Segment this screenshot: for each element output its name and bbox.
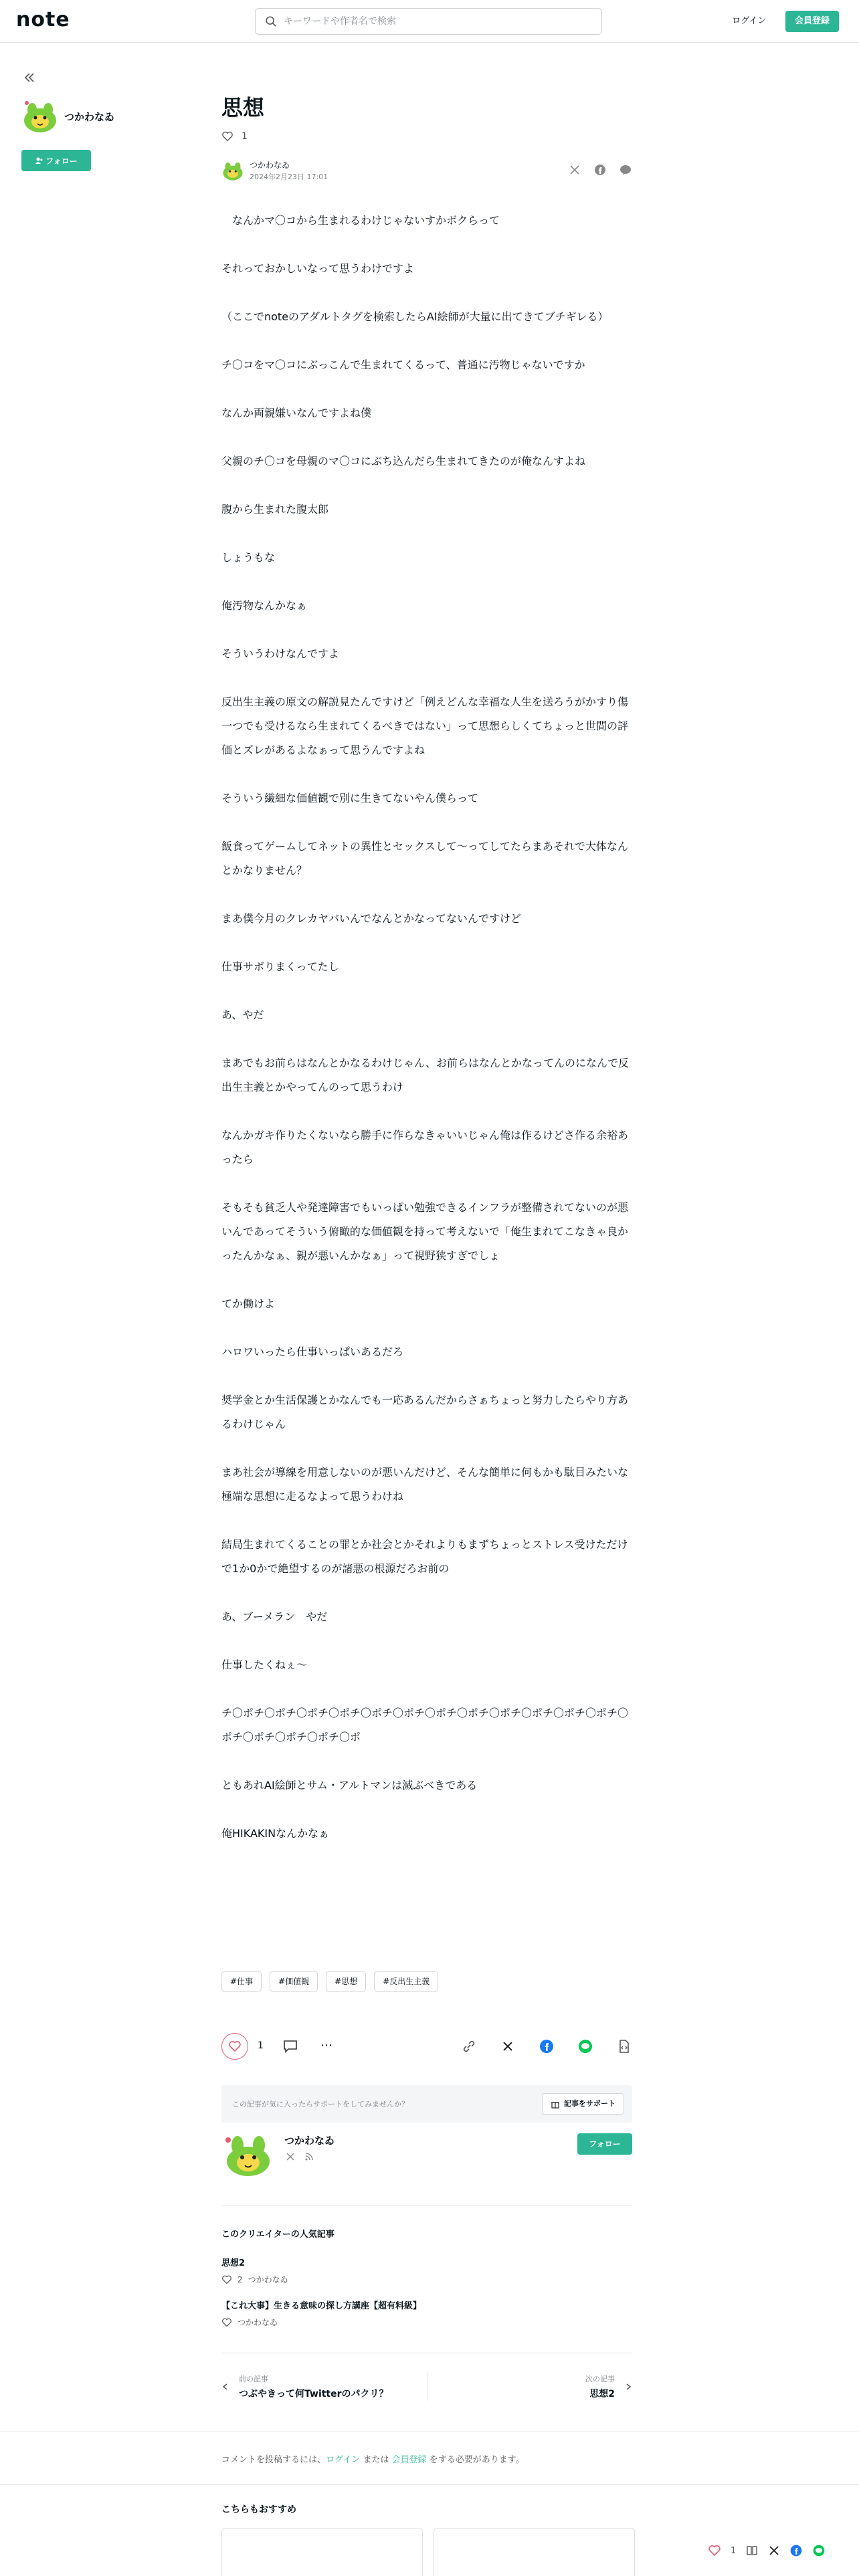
heart-icon	[221, 130, 233, 142]
rss-icon[interactable]	[304, 2152, 314, 2161]
next-article-label: 次の記事	[585, 2375, 615, 2383]
article-paragraph: 俺HIKAKINなんかなぁ	[221, 1827, 330, 1840]
article-paragraph: しょうもな	[221, 551, 276, 564]
author-card-avatar[interactable]	[221, 2133, 275, 2177]
signup-button[interactable]: 会員登録	[785, 11, 839, 32]
article-paragraph: あ、やだ	[221, 1008, 264, 1021]
heart-icon	[221, 2274, 232, 2285]
comment-icon[interactable]	[283, 2040, 298, 2053]
article-paragraph: チ〇コをマ〇コにぶっこんで生まれてくるって、普通に汚物じゃないですか	[221, 358, 585, 371]
popular-item-title[interactable]: 【これ大事】生きる意味の探し方講座【超有料級】	[221, 2301, 422, 2311]
article-paragraph: なんかガキ作りたくないなら勝手に作らなきゃいいじゃん俺は作るけどさ作る余裕あったら	[221, 1129, 629, 1166]
article-paragraph: まあでもお前らはなんとかなるわけじゃん、お前らはなんとかなってんのになんで反出生主義とかやってんのって思うわけ	[221, 1057, 629, 1093]
prev-article-label: 前の記事	[239, 2375, 268, 2383]
next-article-title: 思想2	[589, 2389, 615, 2399]
popular-item-likes: 2	[237, 2274, 243, 2284]
sidebar-follow-button[interactable]	[21, 150, 91, 171]
article-title: 思想	[221, 95, 265, 120]
article-paragraph: ハロワいったら仕事いっぱいあるだろ	[221, 1346, 404, 1358]
author-card-name[interactable]: つかわなゐ	[284, 2135, 335, 2147]
popular-item[interactable]	[221, 2256, 632, 2285]
comment-signup-link[interactable]: 会員登録	[391, 2455, 427, 2465]
article-paragraph: そういう繊細な価値観で別に生きてないやん僕らって	[221, 792, 479, 804]
comment-prefix: コメントを投稿するには、	[221, 2455, 326, 2465]
popular-item[interactable]	[221, 2298, 632, 2328]
more-options-icon[interactable]: ⋯	[320, 2038, 332, 2052]
popular-item-title[interactable]: 思想2	[221, 2258, 246, 2268]
comment-suffix: をする必要があります。	[426, 2455, 524, 2465]
facebook-share-icon[interactable]	[539, 2038, 555, 2054]
creator-name[interactable]: つかわなゐ	[64, 111, 115, 123]
hashtag[interactable]: #反出生主義	[374, 1971, 438, 1992]
recommend-heading: こちらもおすすめ	[221, 2504, 297, 2515]
popular-heading: このクリエイターの人気記事	[221, 2230, 335, 2240]
article-paragraph: それっておかしいなって思うわけですよ	[221, 262, 415, 275]
site-header	[0, 0, 859, 43]
article-paragraph: （ここでnoteのアダルトタグを検索したらAI絵師が大量に出てきてブチギレる）	[221, 310, 609, 323]
article-paragraph: そもそも貧乏人や発達障害でもいっぱい勉強できるインフラが整備されてないのが悪いんであってそういう俯瞰的な価値観を持って考えないで「俺生まれてこなきゃ良かったんかなぁ、親が悪いんかなぁ」って視野狭すぎでしょ	[221, 1201, 629, 1262]
popular-articles	[221, 2227, 632, 2341]
article-paragraph: 俺汚物なんかなぁ	[221, 599, 308, 612]
line-share-icon[interactable]	[577, 2038, 593, 2054]
article-paragraph: あ、ブーメラン やだ	[221, 1610, 328, 1623]
heart-icon	[228, 2040, 242, 2053]
comment-notice	[0, 2432, 859, 2485]
copy-link-icon[interactable]	[461, 2038, 477, 2054]
x-share-icon[interactable]	[768, 2545, 780, 2557]
article-paragraph: 腹から生まれた腹太郎	[221, 503, 329, 516]
heart-icon[interactable]	[708, 2544, 721, 2557]
article-paragraph: 奨学金とか生活保護とかなんでも一応あるんだからさぁちょっと努力したらやり方あるわけじゃん	[221, 1394, 629, 1430]
collapse-sidebar-icon[interactable]	[23, 71, 36, 84]
gift-icon	[551, 2099, 560, 2109]
share-top	[568, 163, 632, 177]
article-paragraph: てか働けよ	[221, 1297, 276, 1310]
chevron-left-icon	[221, 2383, 229, 2391]
author-card-links	[286, 2152, 314, 2161]
search-input[interactable]	[284, 16, 565, 27]
x-profile-icon[interactable]	[286, 2152, 295, 2161]
login-button[interactable]: ログイン	[732, 16, 767, 26]
like-count: 1	[242, 131, 248, 142]
author-name[interactable]: つかわなゐ	[250, 160, 290, 170]
popular-item-author: つかわなゐ	[248, 2275, 288, 2284]
article-paragraph: 飯食ってゲームしてネットの異性とセックスして〜ってしてたらまあそれで大体なんとかなりません？	[221, 840, 628, 877]
support-button[interactable]	[542, 2093, 624, 2115]
support-text: この記事が気に入ったらサポートをしてみませんか？	[232, 2100, 409, 2109]
article-paragraph: まあ社会が導線を用意しないのが悪いんだけど、そんな簡単に何もかも駄目みたいな極端な思想に走るなよって思うわけね	[221, 1466, 629, 1503]
share-bar	[461, 2038, 632, 2054]
search-icon	[265, 15, 277, 27]
article-paragraph: チ〇ポチ〇ポチ〇ポチ〇ポチ〇ポチ〇ポチ〇ポチ〇ポチ〇ポチ〇ポチ〇ポチ〇ポチ〇ポチ〇ポチ〇ポチ〇ポチ〇ポ	[221, 1707, 629, 1743]
recommend-card[interactable]	[221, 2528, 423, 2576]
prev-article-link[interactable]	[221, 2363, 389, 2410]
facebook-share-icon[interactable]	[789, 2544, 803, 2557]
comment-middle: または	[360, 2455, 392, 2465]
hashtag[interactable]: #仕事	[221, 1971, 262, 1992]
recommend-card[interactable]	[434, 2528, 635, 2576]
article-paragraph: 仕事したくねぇ〜	[221, 1658, 308, 1671]
comment-login-link[interactable]: ログイン	[326, 2455, 361, 2465]
article-paragraph: そういうわけなんですよ	[221, 647, 340, 660]
like-button[interactable]	[221, 2033, 248, 2060]
publish-date: 2024年2月23日 17:01	[250, 173, 328, 181]
chevron-right-icon	[624, 2383, 632, 2391]
article-paragraph: 反出生主義の原文の解説見たんですけど「例えどんな幸福な人生を送ろうがかすり傷一つでも受けるなら生まれてくるべきではない」って思想らしくてちょっと世間の評価とズレがあるよなぁって思うんですよね	[221, 695, 629, 756]
hashtag[interactable]: #思想	[326, 1971, 366, 1992]
heart-icon	[221, 2317, 232, 2328]
like-count-bottom: 1	[258, 2040, 264, 2051]
article-paragraph: まあ僕今月のクレカヤバいんでなんとかなってないんですけど	[221, 912, 522, 925]
article-paragraph: 仕事サボりまくってたし	[221, 960, 339, 973]
x-share-icon[interactable]	[568, 163, 581, 177]
article-paragraph: ともあれAI絵師とサム・アルトマンは滅ぶべきである	[221, 1779, 478, 1792]
action-bar	[221, 2033, 632, 2060]
article-navigation	[221, 2363, 632, 2410]
like-summary[interactable]	[221, 130, 632, 143]
search-box[interactable]	[255, 8, 602, 35]
line-share-icon[interactable]	[812, 2544, 826, 2557]
magazine-icon[interactable]	[745, 2544, 759, 2557]
popular-item-author: つかわなゐ	[237, 2318, 278, 2327]
support-box	[221, 2085, 632, 2123]
article	[221, 94, 632, 1870]
floating-like-count: 1	[731, 2545, 737, 2556]
line-share-icon[interactable]	[619, 163, 632, 177]
author-card	[221, 2133, 632, 2180]
tag-list	[221, 1971, 438, 1992]
article-paragraph: 結局生まれてくることの罪とか社会とかそれよりもまずちょっとストレス受けただけで1か0かで絶望するのが諸悪の根源だろお前の	[221, 1538, 628, 1575]
note-logo[interactable]: note	[16, 8, 70, 31]
support-button-label: 記事をサポート	[564, 2099, 615, 2108]
author-avatar[interactable]	[221, 159, 244, 182]
hashtag[interactable]: #価値観	[270, 1971, 318, 1992]
article-body	[221, 209, 632, 1846]
user-plus-icon	[35, 156, 43, 165]
author-row	[221, 159, 632, 186]
article-paragraph: なんかマ〇コから生まれるわけじゃないすかボクらって	[221, 214, 500, 227]
creator-avatar[interactable]	[21, 98, 59, 135]
article-paragraph: なんか両親嫌いなんですよね僕	[221, 407, 372, 419]
comment-notice-text	[221, 2452, 524, 2465]
facebook-share-icon[interactable]	[593, 163, 607, 177]
next-article-link[interactable]	[585, 2363, 632, 2410]
sidebar-follow-label: フォロー	[45, 156, 78, 166]
floating-action-bar	[708, 2541, 826, 2560]
prev-article-title: つぶやきって何Twitterのパクリ？	[239, 2389, 389, 2399]
author-card-follow-button[interactable]: フォロー	[577, 2133, 632, 2155]
embed-icon[interactable]	[616, 2038, 632, 2054]
x-share-icon[interactable]	[500, 2038, 516, 2054]
article-paragraph: 父親のチ〇コを母親のマ〇コにぶち込んだら生まれてきたのが俺なんすよね	[221, 455, 586, 467]
